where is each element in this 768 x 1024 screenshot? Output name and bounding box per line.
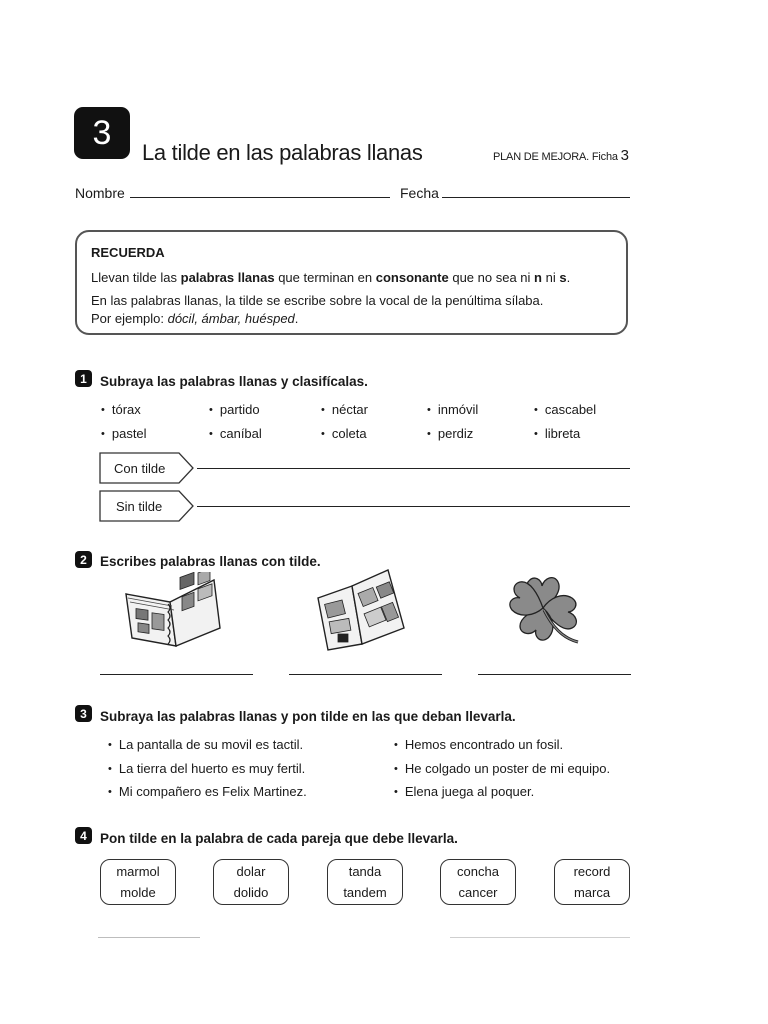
pair-word[interactable]: record (573, 864, 611, 879)
sentence-item[interactable]: • He colgado un poster de mi equipo. (394, 761, 610, 776)
word-item[interactable]: • perdiz (427, 426, 473, 441)
name-field-line[interactable] (130, 197, 390, 198)
recuerda-line-3 (91, 311, 298, 326)
pair-word[interactable]: dolido (233, 885, 269, 900)
exercise-2-number: 2 (80, 552, 87, 567)
word-item[interactable]: • cascabel (534, 402, 596, 417)
rule-bold: consonante (375, 270, 449, 285)
word-item[interactable]: • pastel (101, 426, 147, 441)
clover-icon (500, 568, 590, 652)
exercise-1-title: Subraya las palabras llanas y clasifícalas. (100, 374, 368, 389)
rule-text: Llevan tilde las (91, 270, 181, 285)
pair-word[interactable]: concha (457, 864, 499, 879)
page-title: La tilde en las palabras llanas (142, 140, 423, 165)
rule-bold: palabras llanas (180, 270, 275, 285)
sentence-item[interactable]: • Hemos encontrado un fosil. (394, 737, 563, 752)
sentence-item[interactable]: • Elena juega al poquer. (394, 784, 534, 799)
rule-text: que terminan en (274, 270, 376, 285)
rule-bold: s (559, 270, 567, 285)
exercise-4-badge (75, 827, 92, 844)
album-icon (118, 572, 228, 654)
example-words: dócil, ámbar, huésped (167, 311, 295, 326)
name-label: Nombre (75, 185, 125, 201)
word-item[interactable]: • inmóvil (427, 402, 478, 417)
footer-rule-right (450, 937, 630, 938)
unit-number-badge (74, 107, 130, 159)
pair-word[interactable]: dolar (236, 864, 266, 879)
pair-word[interactable]: cancer (458, 885, 498, 900)
footer-rule-left (98, 937, 200, 938)
word-item[interactable]: • néctar (321, 402, 368, 417)
example-suffix: . (294, 311, 299, 326)
unit-number: 3 (92, 113, 112, 152)
exercise-3-title: Subraya las palabras llanas y pon tilde en las que deban llevarla. (100, 709, 516, 724)
answer-line-1[interactable] (100, 674, 253, 675)
exercise-4-number: 4 (80, 828, 87, 843)
rule-bold: n (534, 270, 542, 285)
sentence-item[interactable]: • La pantalla de su movil es tactil. (108, 737, 303, 752)
date-label: Fecha (400, 185, 439, 201)
word-pair-box (100, 859, 176, 905)
con-tilde-answer-line[interactable] (197, 468, 630, 469)
exercise-1-number: 1 (80, 371, 87, 386)
word-pair-box (213, 859, 289, 905)
exercise-2-title: Escribes palabras llanas con tilde. (100, 554, 321, 569)
word-pair-box (554, 859, 630, 905)
pair-word[interactable]: molde (120, 885, 156, 900)
word-pair-box (440, 859, 516, 905)
plan-number: 3 (620, 147, 629, 164)
word-item[interactable]: • coleta (321, 426, 367, 441)
exercise-3-number: 3 (80, 706, 87, 721)
word-item[interactable]: • libreta (534, 426, 580, 441)
pair-word[interactable]: marmol (116, 864, 160, 879)
answer-line-2[interactable] (289, 674, 442, 675)
sentence-item[interactable]: • Mi compañero es Felix Martinez. (108, 784, 307, 799)
rule-text: ni (541, 270, 560, 285)
answer-line-3[interactable] (478, 674, 631, 675)
pair-word[interactable]: marca (573, 885, 611, 900)
example-prefix: Por ejemplo: (91, 311, 168, 326)
recuerda-line-1 (91, 270, 570, 285)
recuerda-line-2: En las palabras llanas, la tilde se escribe sobre la vocal de la penúltima sílaba. (91, 293, 544, 308)
plan-label-text: PLAN DE MEJORA. Ficha (493, 151, 618, 163)
exercise-1-badge (75, 370, 92, 387)
sin-tilde-answer-line[interactable] (197, 506, 630, 507)
word-item[interactable]: • tórax (101, 402, 141, 417)
word-pair-box (327, 859, 403, 905)
pair-word[interactable]: tanda (348, 864, 382, 879)
exercise-3-badge (75, 705, 92, 722)
rule-text: que no sea ni (448, 270, 535, 285)
pair-word[interactable]: tandem (343, 885, 387, 900)
comic-icon (312, 568, 408, 652)
recuerda-title: RECUERDA (91, 245, 165, 260)
sin-tilde-label: Sin tilde (116, 499, 163, 514)
date-field-line[interactable] (442, 197, 630, 198)
exercise-2-badge (75, 551, 92, 568)
word-item[interactable]: • partido (209, 402, 260, 417)
con-tilde-label: Con tilde (114, 461, 166, 476)
rule-text: . (566, 270, 571, 285)
word-item[interactable]: • caníbal (209, 426, 262, 441)
plan-label (493, 147, 629, 164)
exercise-4-title: Pon tilde en la palabra de cada pareja que debe llevarla. (100, 831, 458, 846)
sentence-item[interactable]: • La tierra del huerto es muy fertil. (108, 761, 305, 776)
